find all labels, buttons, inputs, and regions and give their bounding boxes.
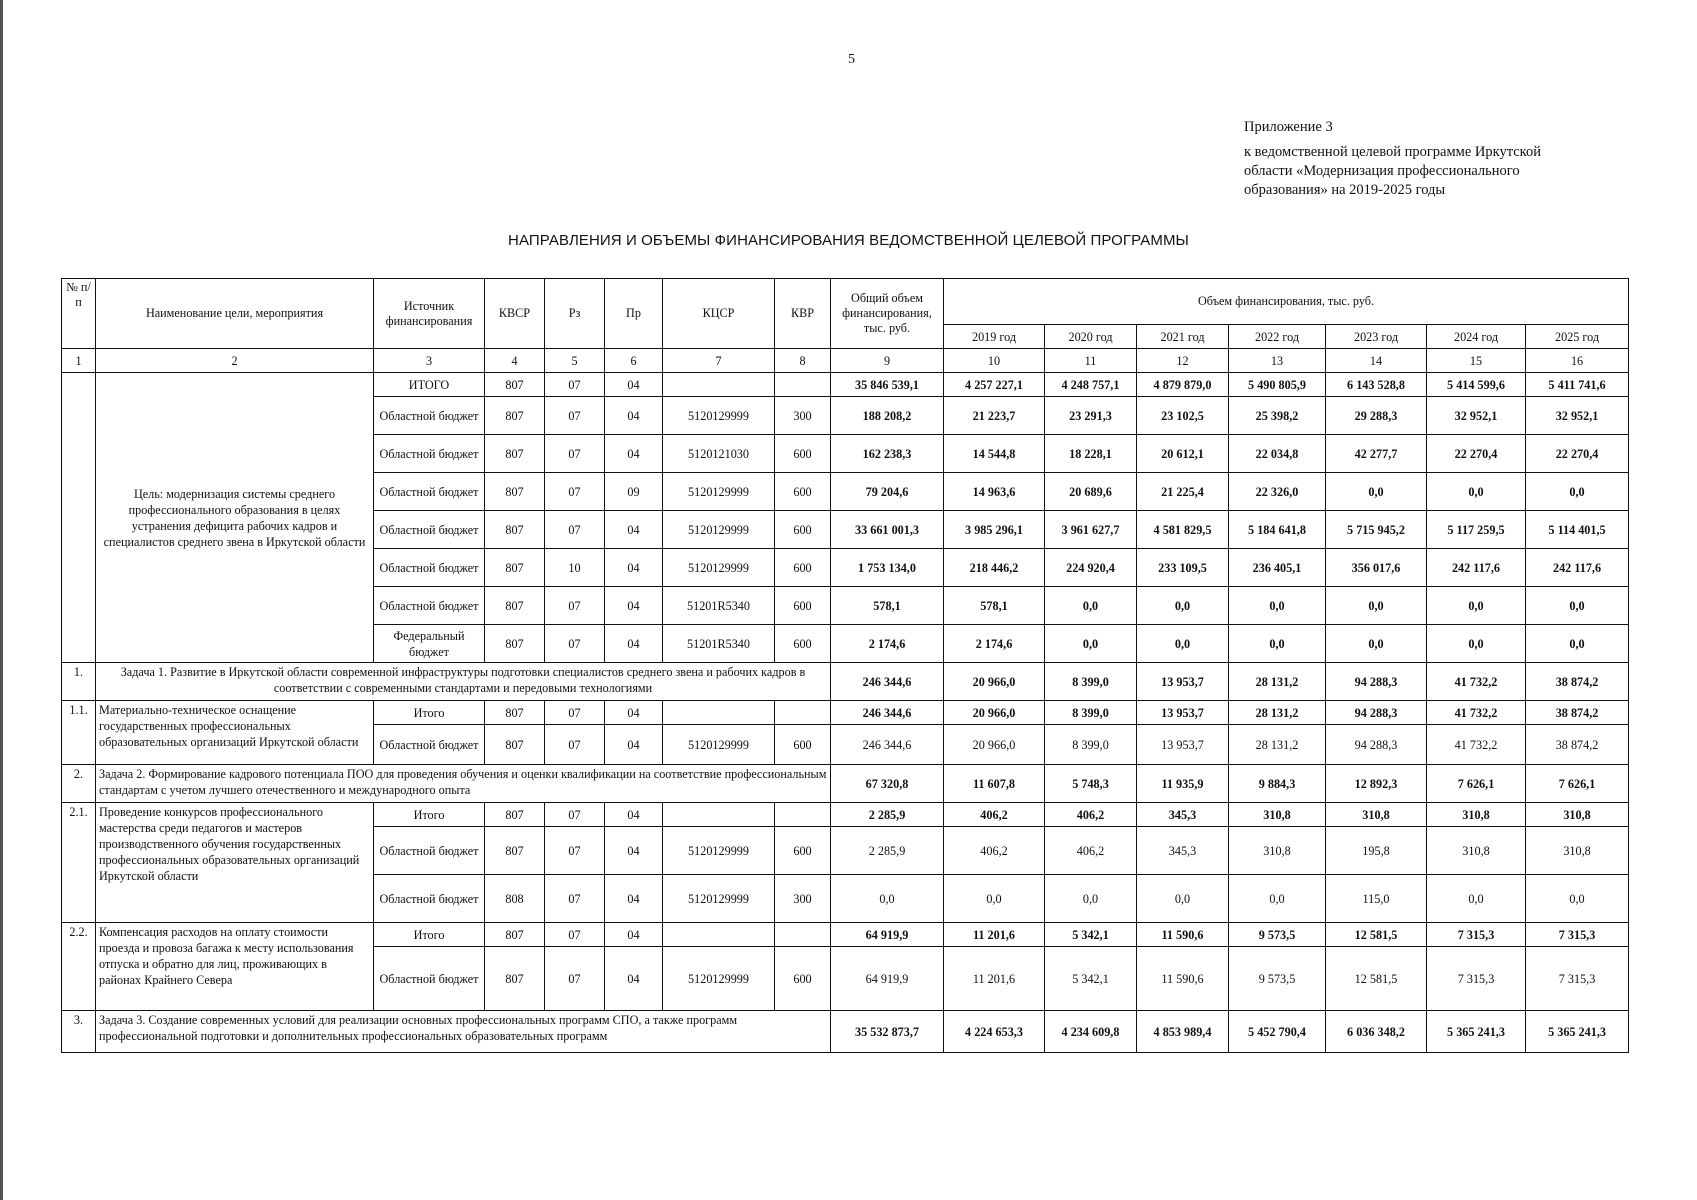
year-value-cell: 406,2 [1045, 827, 1137, 875]
kvsr-cell: 807 [485, 827, 545, 875]
source-cell: Итого [374, 701, 485, 725]
year-value-cell: 310,8 [1229, 827, 1326, 875]
year-value-cell: 21 223,7 [944, 397, 1045, 435]
source-cell: Областной бюджет [374, 397, 485, 435]
rz-cell: 10 [545, 549, 605, 587]
total-cell: 2 285,9 [831, 827, 944, 875]
appendix-line-1: Приложение 3 [1244, 119, 1333, 135]
kvsr-cell: 807 [485, 803, 545, 827]
column-number: 7 [663, 349, 775, 373]
year-value-cell: 0,0 [1326, 587, 1427, 625]
measure-row [62, 923, 1629, 947]
year-value-cell: 356 017,6 [1326, 549, 1427, 587]
year-value-cell: 20 966,0 [944, 701, 1045, 725]
pr-cell: 04 [605, 803, 663, 827]
total-cell: 64 919,9 [831, 923, 944, 947]
pr-cell: 09 [605, 473, 663, 511]
year-value-cell: 41 732,2 [1427, 725, 1526, 765]
year-value-cell: 0,0 [1526, 473, 1629, 511]
pr-cell: 04 [605, 625, 663, 663]
year-value-cell: 0,0 [1526, 875, 1629, 923]
year-value-cell: 310,8 [1427, 803, 1526, 827]
total-cell: 2 285,9 [831, 803, 944, 827]
column-number-row [62, 349, 1629, 373]
year-value-cell: 5 184 641,8 [1229, 511, 1326, 549]
total-cell: 0,0 [831, 875, 944, 923]
source-cell: Областной бюджет [374, 725, 485, 765]
year-value-cell: 310,8 [1229, 803, 1326, 827]
year-value-cell: 20 966,0 [944, 725, 1045, 765]
kvr-cell: 600 [775, 587, 831, 625]
task-year-value: 6 036 348,2 [1326, 1011, 1427, 1053]
year-value-cell: 2 174,6 [944, 625, 1045, 663]
task-total: 35 532 873,7 [831, 1011, 944, 1053]
source-cell: Областной бюджет [374, 947, 485, 1011]
source-cell: Областной бюджет [374, 549, 485, 587]
task-year-value: 94 288,3 [1326, 663, 1427, 701]
kcsr-cell: 5120129999 [663, 473, 775, 511]
year-value-cell: 38 874,2 [1526, 725, 1629, 765]
year-value-cell: 345,3 [1137, 827, 1229, 875]
task-year-value: 5 748,3 [1045, 765, 1137, 803]
measure-text: Проведение конкурсов профессионального мастерства среди педагогов и мастеров производственного обучения государственных профессиональных образовательных организаций Иркутской области [96, 803, 374, 923]
rz-cell: 07 [545, 875, 605, 923]
task-year-value: 9 884,3 [1229, 765, 1326, 803]
year-value-cell: 3 961 627,7 [1045, 511, 1137, 549]
year-value-cell: 4 879 879,0 [1137, 373, 1229, 397]
year-value-cell: 242 117,6 [1526, 549, 1629, 587]
year-value-cell: 0,0 [1045, 625, 1137, 663]
kvr-cell: 300 [775, 875, 831, 923]
column-number: 15 [1427, 349, 1526, 373]
kcsr-cell: 51201R5340 [663, 625, 775, 663]
year-value-cell: 22 326,0 [1229, 473, 1326, 511]
year-value-cell: 310,8 [1326, 803, 1427, 827]
total-cell: 246 344,6 [831, 725, 944, 765]
kcsr-cell [663, 803, 775, 827]
kvr-cell [775, 373, 831, 397]
year-value-cell: 22 270,4 [1427, 435, 1526, 473]
pr-cell: 04 [605, 373, 663, 397]
year-value-cell: 406,2 [1045, 803, 1137, 827]
year-value-cell: 0,0 [1526, 587, 1629, 625]
year-value-cell: 5 490 805,9 [1229, 373, 1326, 397]
year-value-cell: 310,8 [1427, 827, 1526, 875]
appendix-line-2: к ведомственной целевой программе Иркутской [1244, 144, 1541, 160]
rz-cell: 07 [545, 803, 605, 827]
year-value-cell: 13 953,7 [1137, 701, 1229, 725]
scan-edge [0, 0, 3, 1200]
year-value-cell: 0,0 [1229, 625, 1326, 663]
kvsr-cell: 807 [485, 397, 545, 435]
goal-text: Цель: модернизация системы среднего профессионального образования в целях устранения дефицита рабочих кадров и специалистов среднего звена в Иркутской области [96, 373, 374, 663]
kvsr-cell: 807 [485, 549, 545, 587]
source-cell: Областной бюджет [374, 827, 485, 875]
task-num: 3. [62, 1011, 96, 1053]
kvr-cell: 600 [775, 947, 831, 1011]
year-value-cell: 32 952,1 [1427, 397, 1526, 435]
kvsr-cell: 807 [485, 725, 545, 765]
header-year: 2022 год [1229, 325, 1326, 349]
year-value-cell: 0,0 [1326, 473, 1427, 511]
task-year-value: 11 607,8 [944, 765, 1045, 803]
year-value-cell: 32 952,1 [1526, 397, 1629, 435]
year-value-cell: 22 034,8 [1229, 435, 1326, 473]
year-value-cell: 14 544,8 [944, 435, 1045, 473]
pr-cell: 04 [605, 397, 663, 435]
pr-cell: 04 [605, 587, 663, 625]
year-value-cell: 0,0 [944, 875, 1045, 923]
goal-num-cell [62, 373, 96, 663]
year-value-cell: 4 257 227,1 [944, 373, 1045, 397]
total-cell: 246 344,6 [831, 701, 944, 725]
year-value-cell: 11 201,6 [944, 947, 1045, 1011]
task-year-value: 12 892,3 [1326, 765, 1427, 803]
rz-cell: 07 [545, 625, 605, 663]
task-year-value: 28 131,2 [1229, 663, 1326, 701]
kvr-cell: 600 [775, 725, 831, 765]
task-year-value: 8 399,0 [1045, 663, 1137, 701]
header-year: 2024 год [1427, 325, 1526, 349]
header-year: 2020 год [1045, 325, 1137, 349]
total-cell: 35 846 539,1 [831, 373, 944, 397]
year-value-cell: 233 109,5 [1137, 549, 1229, 587]
kvsr-cell: 807 [485, 511, 545, 549]
year-value-cell: 14 963,6 [944, 473, 1045, 511]
year-value-cell: 6 143 528,8 [1326, 373, 1427, 397]
rz-cell: 07 [545, 827, 605, 875]
year-value-cell: 242 117,6 [1427, 549, 1526, 587]
header-pr: Пр [605, 279, 663, 349]
year-value-cell: 578,1 [944, 587, 1045, 625]
year-value-cell: 5 342,1 [1045, 947, 1137, 1011]
task-row [62, 765, 1629, 803]
year-value-cell: 310,8 [1526, 803, 1629, 827]
year-value-cell: 310,8 [1526, 827, 1629, 875]
year-value-cell: 5 342,1 [1045, 923, 1137, 947]
year-value-cell: 23 291,3 [1045, 397, 1137, 435]
kcsr-cell: 51201R5340 [663, 587, 775, 625]
measure-row [62, 803, 1629, 827]
measure-text: Компенсация расходов на оплату стоимости проезда и провоза багажа к месту использования отпуска и обратно для лиц, проживающих в районах Крайнего Севера [96, 923, 374, 1011]
year-value-cell: 0,0 [1427, 473, 1526, 511]
column-number: 4 [485, 349, 545, 373]
task-total: 246 344,6 [831, 663, 944, 701]
year-value-cell: 29 288,3 [1326, 397, 1427, 435]
year-value-cell: 20 612,1 [1137, 435, 1229, 473]
year-value-cell: 3 985 296,1 [944, 511, 1045, 549]
header-kvsr: КВСР [485, 279, 545, 349]
column-number: 10 [944, 349, 1045, 373]
year-value-cell: 21 225,4 [1137, 473, 1229, 511]
pr-cell: 04 [605, 701, 663, 725]
appendix-line-4: образования» на 2019-2025 годы [1244, 182, 1446, 198]
rz-cell: 07 [545, 373, 605, 397]
column-number: 2 [96, 349, 374, 373]
pr-cell: 04 [605, 923, 663, 947]
pr-cell: 04 [605, 947, 663, 1011]
kcsr-cell [663, 701, 775, 725]
header-year: 2019 год [944, 325, 1045, 349]
task-year-value: 11 935,9 [1137, 765, 1229, 803]
financing-table [61, 278, 1629, 1053]
header-kcsr: КЦСР [663, 279, 775, 349]
task-year-value: 4 853 989,4 [1137, 1011, 1229, 1053]
rz-cell: 07 [545, 435, 605, 473]
year-value-cell: 8 399,0 [1045, 725, 1137, 765]
year-value-cell: 9 573,5 [1229, 947, 1326, 1011]
year-value-cell: 406,2 [944, 827, 1045, 875]
rz-cell: 07 [545, 587, 605, 625]
year-value-cell: 224 920,4 [1045, 549, 1137, 587]
task-text: Задача 2. Формирование кадрового потенциала ПОО для проведения обучения и оценки квалификации на соответствие профессиональным стандартам с учетом лучшего отечественного и международного опыта [96, 765, 831, 803]
kvsr-cell: 807 [485, 587, 545, 625]
column-number: 12 [1137, 349, 1229, 373]
measure-num: 2.1. [62, 803, 96, 923]
column-number: 16 [1526, 349, 1629, 373]
kvsr-cell: 807 [485, 625, 545, 663]
column-number: 3 [374, 349, 485, 373]
kcsr-cell [663, 923, 775, 947]
source-cell: Итого [374, 803, 485, 827]
rz-cell: 07 [545, 701, 605, 725]
goal-row [62, 373, 1629, 397]
task-year-value: 20 966,0 [944, 663, 1045, 701]
year-value-cell: 0,0 [1137, 625, 1229, 663]
kvr-cell: 600 [775, 827, 831, 875]
total-cell: 79 204,6 [831, 473, 944, 511]
year-value-cell: 11 590,6 [1137, 923, 1229, 947]
kcsr-cell: 5120129999 [663, 725, 775, 765]
rz-cell: 07 [545, 397, 605, 435]
year-value-cell: 5 414 599,6 [1427, 373, 1526, 397]
year-value-cell: 0,0 [1137, 875, 1229, 923]
kcsr-cell: 5120129999 [663, 511, 775, 549]
task-row [62, 1011, 1629, 1053]
year-value-cell: 28 131,2 [1229, 725, 1326, 765]
source-cell: Итого [374, 923, 485, 947]
kvr-cell: 600 [775, 549, 831, 587]
header-source: Источник финансирования [374, 279, 485, 349]
year-value-cell: 5 114 401,5 [1526, 511, 1629, 549]
rz-cell: 07 [545, 511, 605, 549]
source-cell: Федеральный бюджет [374, 625, 485, 663]
year-value-cell: 218 446,2 [944, 549, 1045, 587]
appendix-line-3: области «Модернизация профессионального [1244, 163, 1520, 179]
total-cell: 1 753 134,0 [831, 549, 944, 587]
year-value-cell: 406,2 [944, 803, 1045, 827]
header-name: Наименование цели, мероприятия [96, 279, 374, 349]
appendix-note [1244, 118, 1624, 200]
kvr-cell [775, 803, 831, 827]
pr-cell: 04 [605, 827, 663, 875]
task-year-value: 13 953,7 [1137, 663, 1229, 701]
total-cell: 64 919,9 [831, 947, 944, 1011]
kvr-cell [775, 701, 831, 725]
year-value-cell: 12 581,5 [1326, 923, 1427, 947]
total-cell: 162 238,3 [831, 435, 944, 473]
task-text: Задача 1. Развитие в Иркутской области современной инфраструктуры подготовки специалистов среднего звена и рабочих кадров в соответствии с современными стандартами и передовыми технологиями [96, 663, 831, 701]
year-value-cell: 7 315,3 [1427, 923, 1526, 947]
task-year-value: 5 365 241,3 [1526, 1011, 1629, 1053]
year-value-cell: 4 248 757,1 [1045, 373, 1137, 397]
kcsr-cell: 5120129999 [663, 875, 775, 923]
task-year-value: 5 452 790,4 [1229, 1011, 1326, 1053]
task-num: 1. [62, 663, 96, 701]
year-value-cell: 5 411 741,6 [1526, 373, 1629, 397]
year-value-cell: 11 590,6 [1137, 947, 1229, 1011]
kvr-cell: 600 [775, 625, 831, 663]
total-cell: 188 208,2 [831, 397, 944, 435]
year-value-cell: 0,0 [1137, 587, 1229, 625]
kvr-cell: 600 [775, 435, 831, 473]
measure-num: 1.1. [62, 701, 96, 765]
total-cell: 578,1 [831, 587, 944, 625]
year-value-cell: 236 405,1 [1229, 549, 1326, 587]
pr-cell: 04 [605, 549, 663, 587]
header-row [62, 279, 1629, 325]
source-cell: Областной бюджет [374, 435, 485, 473]
task-year-value: 4 224 653,3 [944, 1011, 1045, 1053]
document-title: НАПРАВЛЕНИЯ И ОБЪЕМЫ ФИНАНСИРОВАНИЯ ВЕДОМСТВЕННОЙ ЦЕЛЕВОЙ ПРОГРАММЫ [508, 232, 1189, 249]
task-year-value: 41 732,2 [1427, 663, 1526, 701]
column-number: 9 [831, 349, 944, 373]
kcsr-cell: 5120129999 [663, 827, 775, 875]
kcsr-cell: 5120129999 [663, 549, 775, 587]
pr-cell: 04 [605, 725, 663, 765]
year-value-cell: 0,0 [1427, 875, 1526, 923]
column-number: 13 [1229, 349, 1326, 373]
year-value-cell: 4 581 829,5 [1137, 511, 1229, 549]
kvsr-cell: 807 [485, 373, 545, 397]
year-value-cell: 28 131,2 [1229, 701, 1326, 725]
year-value-cell: 9 573,5 [1229, 923, 1326, 947]
kvsr-cell: 807 [485, 701, 545, 725]
kvsr-cell: 807 [485, 947, 545, 1011]
year-value-cell: 0,0 [1045, 875, 1137, 923]
year-value-cell: 41 732,2 [1427, 701, 1526, 725]
measure-text: Материально-техническое оснащение государственных профессиональных образовательных организаций Иркутской области [96, 701, 374, 765]
measure-row [62, 701, 1629, 725]
year-value-cell: 11 201,6 [944, 923, 1045, 947]
header-num: № п/п [62, 279, 96, 349]
year-value-cell: 94 288,3 [1326, 701, 1427, 725]
year-value-cell: 25 398,2 [1229, 397, 1326, 435]
task-year-value: 5 365 241,3 [1427, 1011, 1526, 1053]
year-value-cell: 0,0 [1326, 625, 1427, 663]
column-number: 6 [605, 349, 663, 373]
kvr-cell: 600 [775, 511, 831, 549]
total-cell: 2 174,6 [831, 625, 944, 663]
source-cell: Областной бюджет [374, 473, 485, 511]
kvsr-cell: 808 [485, 875, 545, 923]
pr-cell: 04 [605, 875, 663, 923]
year-value-cell: 42 277,7 [1326, 435, 1427, 473]
year-value-cell: 0,0 [1229, 875, 1326, 923]
kvsr-cell: 807 [485, 923, 545, 947]
year-value-cell: 115,0 [1326, 875, 1427, 923]
column-number: 5 [545, 349, 605, 373]
page-number: 5 [848, 52, 855, 67]
year-value-cell: 8 399,0 [1045, 701, 1137, 725]
task-year-value: 7 626,1 [1427, 765, 1526, 803]
task-total: 67 320,8 [831, 765, 944, 803]
column-number: 14 [1326, 349, 1427, 373]
kvr-cell: 300 [775, 397, 831, 435]
year-value-cell: 7 315,3 [1427, 947, 1526, 1011]
year-value-cell: 0,0 [1427, 625, 1526, 663]
source-cell: Областной бюджет [374, 587, 485, 625]
rz-cell: 07 [545, 923, 605, 947]
year-value-cell: 0,0 [1427, 587, 1526, 625]
measure-num: 2.2. [62, 923, 96, 1011]
year-value-cell: 12 581,5 [1326, 947, 1427, 1011]
task-row [62, 663, 1629, 701]
header-volume: Объем финансирования, тыс. руб. [944, 279, 1629, 325]
year-value-cell: 13 953,7 [1137, 725, 1229, 765]
task-year-value: 4 234 609,8 [1045, 1011, 1137, 1053]
kvsr-cell: 807 [485, 473, 545, 511]
year-value-cell: 7 315,3 [1526, 923, 1629, 947]
kcsr-cell: 5120129999 [663, 947, 775, 1011]
header-year: 2021 год [1137, 325, 1229, 349]
source-cell: Областной бюджет [374, 511, 485, 549]
year-value-cell: 0,0 [1045, 587, 1137, 625]
kvsr-cell: 807 [485, 435, 545, 473]
task-num: 2. [62, 765, 96, 803]
task-year-value: 7 626,1 [1526, 765, 1629, 803]
year-value-cell: 0,0 [1526, 625, 1629, 663]
year-value-cell: 23 102,5 [1137, 397, 1229, 435]
rz-cell: 07 [545, 473, 605, 511]
pr-cell: 04 [605, 511, 663, 549]
year-value-cell: 94 288,3 [1326, 725, 1427, 765]
year-value-cell: 20 689,6 [1045, 473, 1137, 511]
header-rz: Рз [545, 279, 605, 349]
source-cell: Областной бюджет [374, 875, 485, 923]
rz-cell: 07 [545, 725, 605, 765]
year-value-cell: 5 715 945,2 [1326, 511, 1427, 549]
task-text: Задача 3. Создание современных условий для реализации основных профессиональных программ СПО, а также программ профессиональной подготовки и дополнительных профессиональных образовательных программ [96, 1011, 831, 1053]
header-year: 2023 год [1326, 325, 1427, 349]
column-number: 8 [775, 349, 831, 373]
year-value-cell: 7 315,3 [1526, 947, 1629, 1011]
year-value-cell: 18 228,1 [1045, 435, 1137, 473]
rz-cell: 07 [545, 947, 605, 1011]
year-value-cell: 0,0 [1229, 587, 1326, 625]
kvr-cell [775, 923, 831, 947]
total-cell: 33 661 001,3 [831, 511, 944, 549]
year-value-cell: 38 874,2 [1526, 701, 1629, 725]
source-cell: ИТОГО [374, 373, 485, 397]
header-kvr: КВР [775, 279, 831, 349]
pr-cell: 04 [605, 435, 663, 473]
kvr-cell: 600 [775, 473, 831, 511]
year-value-cell: 195,8 [1326, 827, 1427, 875]
year-value-cell: 5 117 259,5 [1427, 511, 1526, 549]
header-total: Общий объем финансирования, тыс. руб. [831, 279, 944, 349]
column-number: 11 [1045, 349, 1137, 373]
year-value-cell: 22 270,4 [1526, 435, 1629, 473]
kcsr-cell: 5120121030 [663, 435, 775, 473]
kcsr-cell: 5120129999 [663, 397, 775, 435]
year-value-cell: 345,3 [1137, 803, 1229, 827]
column-number: 1 [62, 349, 96, 373]
kcsr-cell [663, 373, 775, 397]
task-year-value: 38 874,2 [1526, 663, 1629, 701]
header-year: 2025 год [1526, 325, 1629, 349]
